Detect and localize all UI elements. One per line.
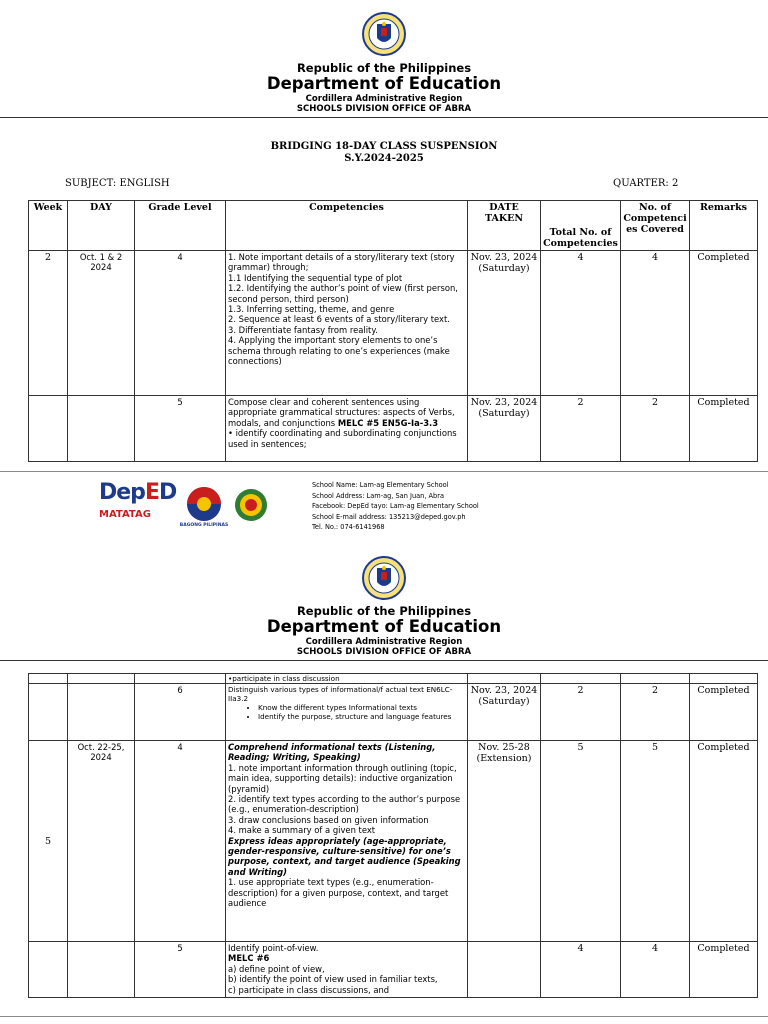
deped-seal-icon — [362, 10, 406, 60]
date-cell: Nov. 23, 2024 (Saturday) — [468, 396, 541, 462]
competency-line: 2. Sequence at least 6 events of a story/literary text. — [228, 314, 450, 325]
competency-line: 4. make a summary of a given text — [228, 825, 376, 836]
division-text: SCHOOLS DIVISION OFFICE OF ABRA — [296, 104, 472, 114]
col-competencies: Competencies — [226, 201, 468, 251]
document-title: BRIDGING 18-DAY CLASS SUSPENSION — [270, 141, 498, 152]
covered-cell: 4 — [621, 942, 690, 998]
table-row — [29, 684, 758, 741]
covered-cell: 4 — [621, 251, 690, 396]
competency-continuation: •participate in class discussion — [226, 674, 468, 684]
competencies-cell — [226, 684, 468, 741]
school-name: School Name: Lam-ag Elementary School — [312, 481, 449, 489]
table-row — [29, 942, 758, 998]
competency-line: 1.3. Inferring setting, theme, and genre — [228, 304, 395, 315]
republic-text: Republic of the Philippines — [296, 604, 472, 618]
competency-line: Identify point-of-view. — [228, 943, 319, 953]
deped-logo-text: DepED — [99, 480, 177, 505]
competency-line: 1. use appropriate text types (e.g., enumeration-description) for a given purpose, context, and target audience — [228, 877, 449, 909]
region-text: Cordillera Administrative Region — [305, 637, 463, 647]
day-cell: Oct. 22-25, 2024 — [68, 741, 135, 942]
department-title: Department of Education — [266, 617, 502, 636]
grade-cell: 4 — [135, 251, 226, 396]
competency-line: 1. note important information through outlining (topic, main idea, supporting details): inductive organization — [228, 762, 457, 784]
competency-line: a) define point of view, — [228, 963, 325, 974]
bagong-pilipinas-label: BAGONG PILIPINAS — [179, 523, 229, 528]
school-facebook: Facebook: DepEd tayo: Lam-ag Elementary School — [312, 502, 479, 511]
date-cell: Nov. 25-28 (Extension) — [468, 741, 541, 942]
competencies-cell — [226, 251, 468, 396]
school-year: S.Y.2024-2025 — [344, 153, 424, 164]
total-cell: 4 — [541, 942, 621, 998]
total-cell: 2 — [541, 396, 621, 462]
grade-cell: 5 — [135, 942, 226, 998]
grade-cell: 6 — [135, 684, 226, 741]
remarks-cell: Completed — [690, 741, 758, 942]
competency-line: (pyramid) — [228, 783, 270, 794]
competencies-cell — [226, 741, 468, 942]
covered-cell: 2 — [621, 396, 690, 462]
competency-line: c) participate in class discussions, and — [228, 984, 390, 995]
grade-cell: 4 — [135, 741, 226, 942]
school-tel: Tel. No.: 074-6141968 — [312, 523, 385, 532]
date-cell: Nov. 23, 2024 (Saturday) — [468, 251, 541, 396]
week-cell: 2 — [29, 251, 68, 396]
competencies-cell — [226, 396, 468, 462]
col-grade: Grade Level — [135, 201, 226, 251]
day-cell — [68, 396, 135, 462]
competency-line: 1. Note important details of a story/literary text (story grammar) through; — [228, 252, 455, 273]
col-total: Total No. of Competencies — [541, 201, 621, 251]
covered-cell: 5 — [621, 741, 690, 942]
covered-cell: 2 — [621, 684, 690, 741]
day-cell: Oct. 1 & 2 2024 — [68, 251, 135, 396]
melc-code: MELC #5 EN5G-Ia-3.3 — [337, 417, 439, 428]
competency-table — [28, 200, 758, 462]
total-cell: 4 — [541, 251, 621, 396]
col-remarks: Remarks — [690, 201, 758, 251]
melc-code: MELC #6 — [228, 953, 270, 964]
competency-line: 3. draw conclusions based on given information — [228, 814, 429, 825]
grade-cell: 5 — [135, 396, 226, 462]
deped-seal-icon — [362, 554, 406, 604]
competency-line: 3. Differentiate fantasy from reality. — [228, 324, 378, 335]
week-cell: 5 — [29, 741, 68, 942]
competency-bullet: • identify coordinating and subordinating conjunctions used in sentences; — [228, 428, 457, 449]
matatag-logo-text: MATATAG — [99, 509, 151, 520]
competency-line: b) identify the point of view used in familiar texts, — [228, 974, 438, 985]
total-cell: 2 — [541, 684, 621, 741]
competency-line: 1.1 Identifying the sequential type of plot — [228, 272, 403, 283]
quarter-label: QUARTER: 2 — [613, 178, 679, 189]
competency-heading: Express ideas appropriately (age-appropriate, gender-responsive, culture-sensitive) for one’s purpose, context, and target audience (Speaking and Writing) — [228, 835, 461, 877]
week-cell — [29, 396, 68, 462]
header-divider — [0, 117, 768, 118]
competency-bullet: • Identify the purpose, structure and language features — [258, 712, 465, 721]
competency-line: 2. identify text types according to the author’s purpose (e.g., enumeration-description) — [228, 794, 461, 815]
table-header-row — [29, 201, 758, 251]
total-cell: 5 — [541, 741, 621, 942]
division-text: SCHOOLS DIVISION OFFICE OF ABRA — [296, 647, 472, 657]
col-week: Week — [29, 201, 68, 251]
school-email: School E-mail address: 135213@deped.gov.ph — [312, 512, 466, 521]
republic-text: Republic of the Philippines — [296, 61, 472, 75]
competencies-cell — [226, 942, 468, 998]
competency-line: 1.2. Identifying the author’s point of view (first person, second person, third person) — [228, 283, 458, 304]
header-divider — [0, 660, 768, 661]
footer-divider — [0, 1016, 768, 1017]
department-title: Department of Education — [266, 74, 502, 93]
remarks-cell: Completed — [690, 251, 758, 396]
remarks-cell: Completed — [690, 684, 758, 741]
region-text: Cordillera Administrative Region — [305, 94, 463, 104]
competency-line: 4. Applying the important story elements to one’s schema through relating to one’s experiences (make connections) — [228, 335, 450, 367]
table-row — [29, 396, 758, 462]
school-address: School Address: Lam-ag, San Juan, Abra — [312, 491, 444, 500]
table-row — [29, 251, 758, 396]
table-row — [29, 674, 758, 684]
deped-matatag-logo — [99, 480, 177, 521]
school-info — [312, 480, 479, 533]
footer-divider — [0, 471, 768, 472]
col-covered: No. of Competenci es Covered — [621, 201, 690, 251]
remarks-cell: Completed — [690, 396, 758, 462]
competency-text: Compose clear and coherent sentences using appropriate grammatical structures: aspects of Verbs, modals, and conjunctions — [228, 397, 455, 428]
school-seal-icon — [234, 488, 268, 522]
competency-table-continued — [28, 673, 758, 998]
competency-intro: Distinguish various types of informational/f actual text EN6LC-IIa3.2 — [228, 685, 453, 703]
competency-heading: Comprehend informational texts (Listening, Reading; Writing, Speaking) — [228, 742, 436, 763]
competency-bullet: • Know the different types Informational texts — [258, 703, 465, 712]
date-cell: Nov. 23, 2024 (Saturday) — [468, 684, 541, 741]
remarks-cell: Completed — [690, 942, 758, 998]
subject-label: SUBJECT: ENGLISH — [65, 178, 170, 189]
table-row — [29, 741, 758, 942]
col-date: DATE TAKEN — [468, 201, 541, 251]
col-day: DAY — [68, 201, 135, 251]
